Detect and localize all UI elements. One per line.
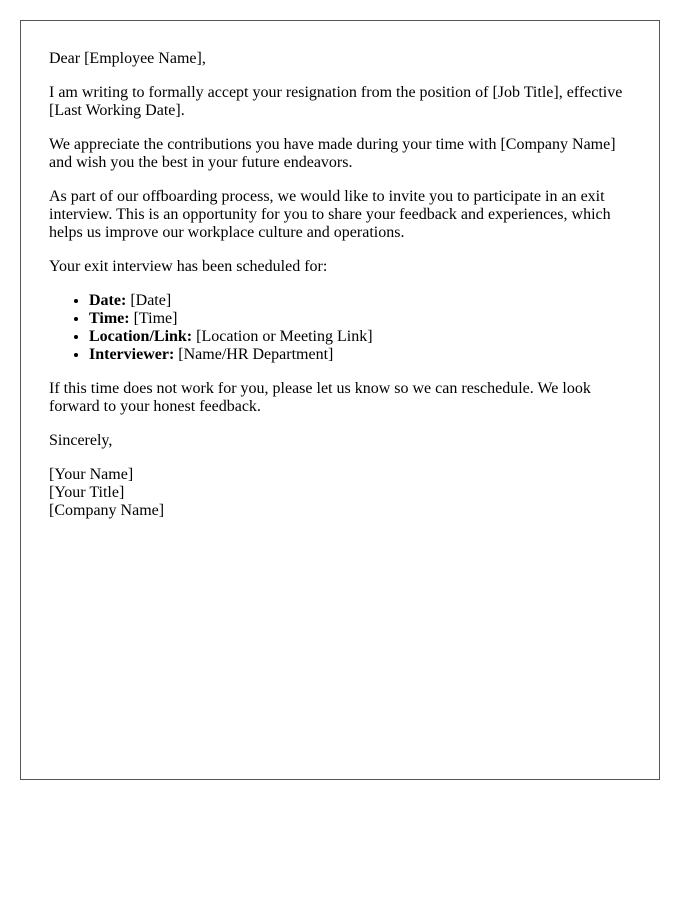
paragraph-offboarding: As part of our offboarding process, we would like to invite you to participate in an exit interview. This is an opportunity for you to share your feedback and experiences, which helps us improve our workplace culture and operations. [49,188,611,241]
signature-block [49,466,631,520]
paragraph-reschedule: If this time does not work for you, please let us know so we can reschedule. We look forward to your honest feedback. [49,380,591,415]
signature-company: [Company Name] [49,502,165,519]
detail-location [89,328,631,346]
paragraph-accept-resignation: I am writing to formally accept your resignation from the position of [Job Title], effective [Last Working Date]. [49,84,623,119]
detail-label: Date: [89,292,127,309]
detail-label: Location/Link: [89,328,193,345]
detail-value: [Date] [130,292,172,309]
detail-label: Time: [89,310,130,327]
signature-name: [Your Name] [49,466,134,483]
detail-interviewer [89,346,631,364]
detail-value: [Name/HR Department] [178,346,334,363]
closing: Sincerely, [49,432,113,449]
signature-title: [Your Title] [49,484,125,501]
detail-date [89,292,631,310]
letter-container [20,20,660,780]
paragraph-appreciation: We appreciate the contributions you have made during your time with [Company Name] and wish you the best in your future endeavors. [49,136,616,171]
salutation: Dear [Employee Name], [49,50,206,67]
detail-value: [Location or Meeting Link] [196,328,373,345]
detail-value: [Time] [133,310,178,327]
detail-label: Interviewer: [89,346,175,363]
schedule-intro: Your exit interview has been scheduled for: [49,258,328,275]
interview-details-list [49,292,631,364]
detail-time [89,310,631,328]
